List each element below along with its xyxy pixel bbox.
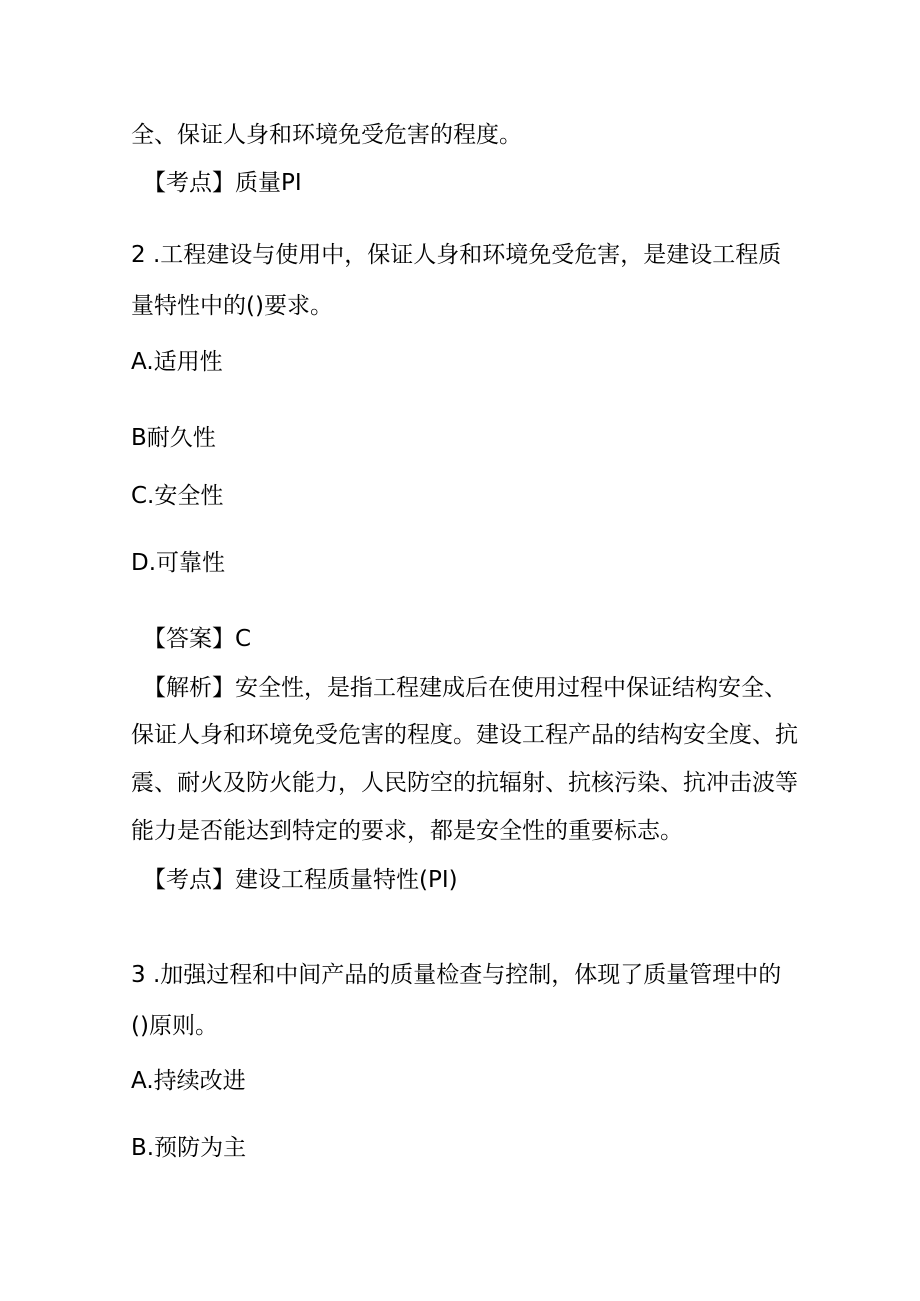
key-point-line: 【考点】建设工程质量特性(PI) [143,867,458,893]
analysis-line: 保证人身和环境免受危害的程度。建设工程产品的结构安全度、抗 [131,722,798,748]
answer-line: 【答案】C [143,626,252,652]
question-2-stem-cont: 量特性中的()要求。 [131,293,333,319]
question-2-stem: 2 .工程建设与使用中，保证人身和环境免受危害，是建设工程质 [131,242,782,268]
option-b: B.预防为主 [131,1135,247,1161]
analysis-line: 震、耐火及防火能力，人民防空的抗辐射、抗核污染、抗冲击波等 [131,770,798,796]
question-3-stem-cont: ()原则。 [131,1013,218,1039]
text-line: 【考点】质量PI [143,170,302,196]
option-c: C.安全性 [131,483,224,509]
option-a: A.适用性 [131,349,223,375]
analysis-line: 能力是否能达到特定的要求，都是安全性的重要标志。 [131,818,683,844]
analysis-line: 【解析】安全性，是指工程建成后在使用过程中保证结构安全、 [143,675,787,701]
text-line: 全、保证人身和环境免受危害的程度。 [131,122,522,148]
question-3-stem: 3 .加强过程和中间产品的质量检查与控制，体现了质量管理中的 [131,962,782,988]
option-d: D.可靠性 [131,550,226,576]
option-b: B耐久性 [131,425,216,451]
option-a: A.持续改进 [131,1068,246,1094]
